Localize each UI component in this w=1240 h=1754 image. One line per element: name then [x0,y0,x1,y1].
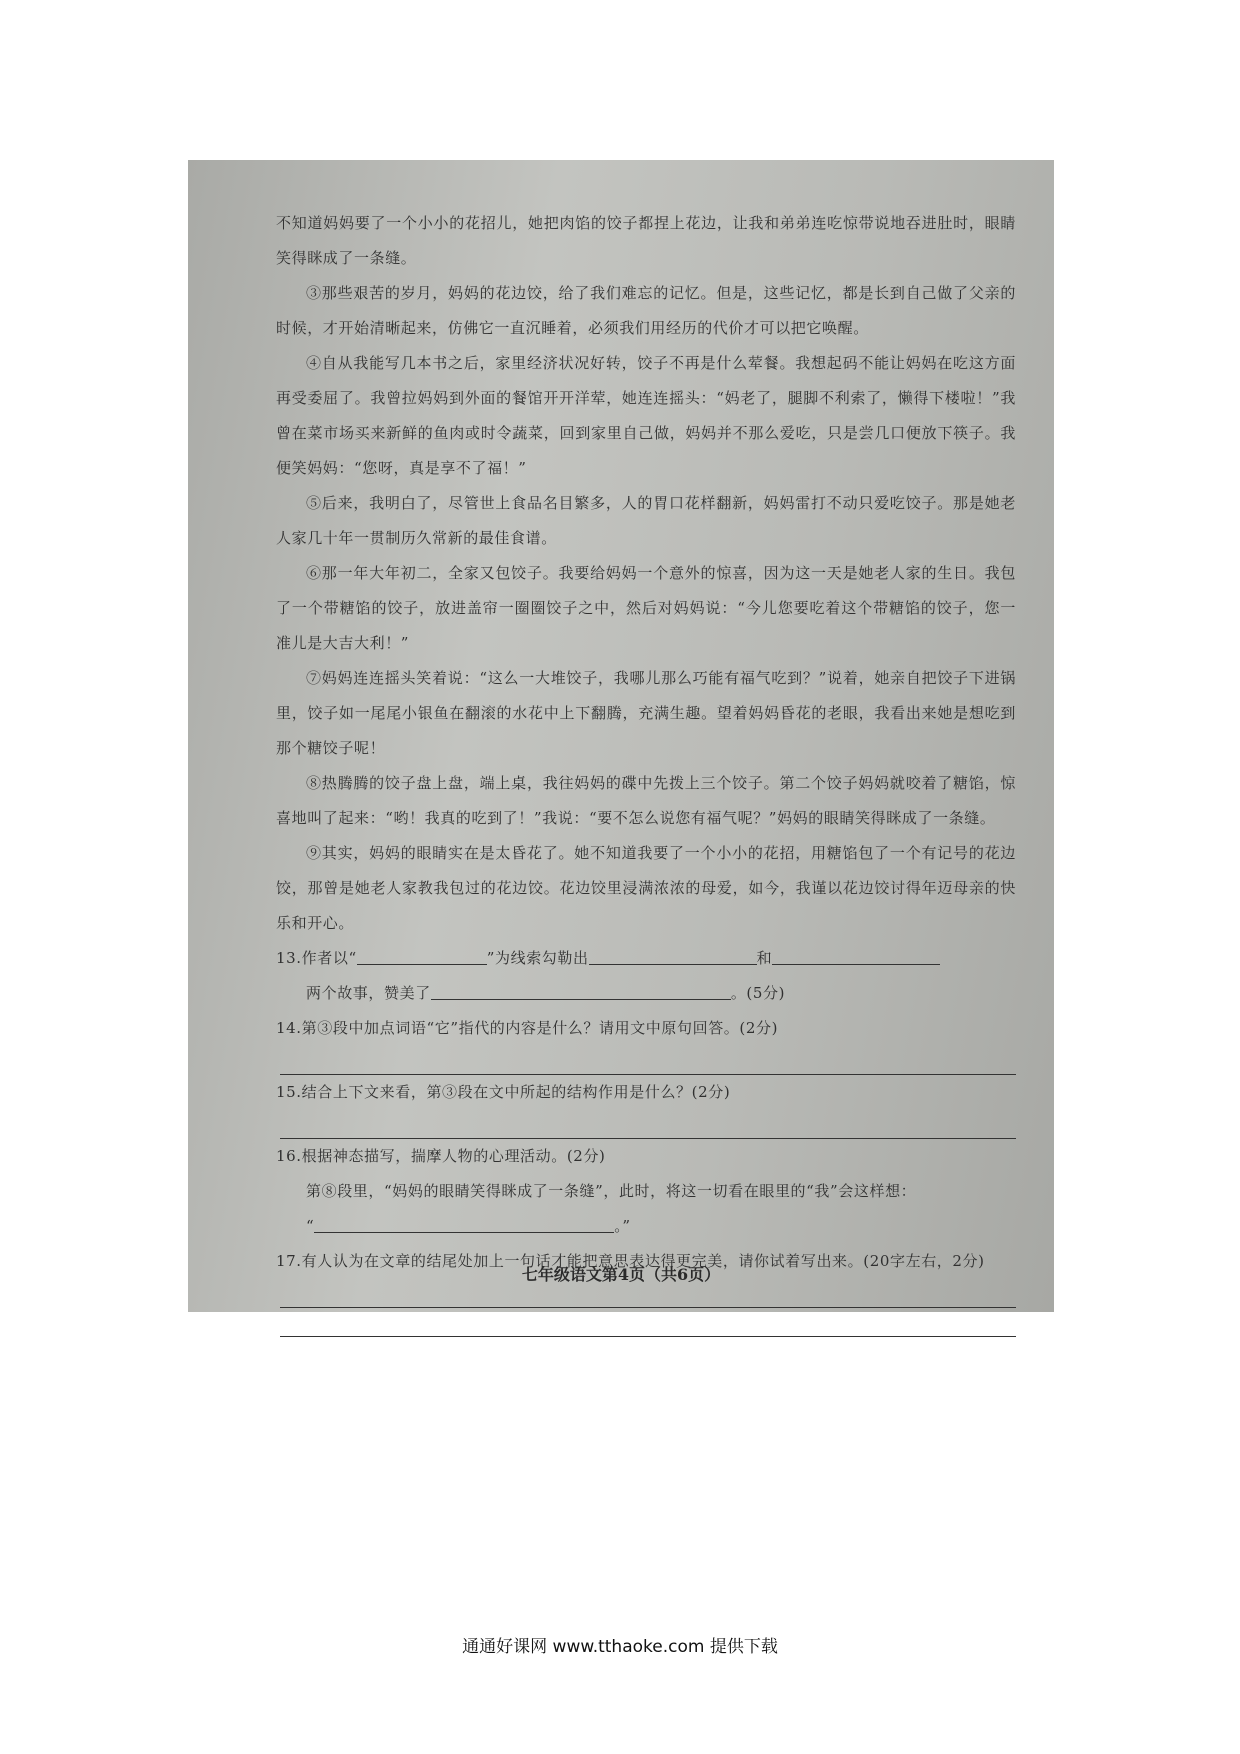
q13-blank-clue[interactable] [357,946,487,965]
passage-paragraph: ⑧热腾腾的饺子盘上盘，端上桌，我往妈妈的碟中先拨上三个饺子。第二个饺子妈妈就咬着了糖馅，惊喜地叫了起来：“哟！我真的吃到了！”我说：“要不怎么说您有福气呢？”妈妈的眼睛笑得眯成了一条缝。 [276,774,1016,827]
q15-answer-line[interactable] [280,1110,1016,1139]
q16-close-quote: 。” [614,1217,631,1235]
question-14: 14.第③段中加点词语“它”指代的内容是什么？请用文中原句回答。(2分) [276,1019,779,1037]
q13-text: 和 [756,949,773,967]
question-16-detail: 第⑧段里，“妈妈的眼睛笑得眯成了一条缝”，此时，将这一切看在眼里的“我”会这样想： [306,1182,917,1200]
exam-page-photo [188,160,1054,1312]
q14-answer-line[interactable] [280,1046,1016,1075]
passage-paragraph: ③那些艰苦的岁月，妈妈的花边饺，给了我们难忘的记忆。但是，这些记忆，都是长到自己做了父亲的时候，才开始清晰起来，仿佛它一直沉睡着，必须我们用经历的代价才可以把它唤醒。 [276,284,1016,337]
q16-open-quote: “ [306,1217,315,1235]
question-13-cont [276,976,1016,1011]
q13-text: 13.作者以“ [276,949,357,967]
passage-paragraph: ⑨其实，妈妈的眼睛实在是太昏花了。她不知道我要了一个小小的花招，用糖馅包了一个有记号的花边饺，那曾是她老人家教我包过的花边饺。花边饺里浸满浓浓的母爱，如今，我谨以花边饺讨得年迈母亲的快乐和开心。 [276,844,1016,932]
q13-text: 两个故事，赞美了 [306,984,431,1002]
q13-blank-praise[interactable] [431,981,731,1000]
passage-paragraph: ⑦妈妈连连摇头笑着说：“这么一大堆饺子，我哪儿那么巧能有福气吃到？”说着，她亲自把饺子下进锅里，饺子如一尾尾小银鱼在翻滚的水花中上下翻腾，充满生趣。望着妈妈昏花的老眼，我看出来她是想吃到那个糖饺子呢！ [276,669,1016,757]
question-16: 16.根据神态描写，揣摩人物的心理活动。(2分) [276,1147,606,1165]
question-15: 15.结合上下文来看，第③段在文中所起的结构作用是什么？(2分) [276,1083,731,1101]
passage-paragraph: ⑤后来，我明白了，尽管世上食品名目繁多，人的胃口花样翻新，妈妈雷打不动只爱吃饺子。那是她老人家几十年一贯制历久常新的最佳食谱。 [276,494,1016,547]
exam-content [276,206,1016,1337]
q16-answer-blank[interactable] [314,1214,614,1233]
q17-answer-line[interactable] [280,1308,1016,1337]
site-credit: 通通好课网 www.tthaoke.com 提供下载 [462,1637,778,1657]
page-footer: 七年级语文第4页（共6页） [521,1265,721,1284]
passage-paragraph: ④自从我能写几本书之后，家里经济状况好转，饺子不再是什么荤餐。我想起码不能让妈妈在吃这方面再受委屈了。我曾拉妈妈到外面的餐馆开开洋荤，她连连摇头：“妈老了，腿脚不利索了，懒得下楼啦！”我曾在菜市场买来新鲜的鱼肉或时令蔬菜，回到家里自己做，妈妈并不那么爱吃，只是尝几口便放下筷子。我便笑妈妈：“您呀，真是享不了福！” [276,354,1016,477]
q13-text: 。(5分) [730,984,786,1002]
question-17: 17.有人认为在文章的结尾处加上一句话才能把意思表达得更完美，请你试着写出来。(20字左右，2分) [276,1252,985,1270]
q13-text: ”为线索勾勒出 [486,949,589,967]
passage-paragraph: ⑥那一年大年初二，全家又包饺子。我要给妈妈一个意外的惊喜，因为这一天是她老人家的生日。我包了一个带糖馅的饺子，放进盖帘一圈圈饺子之中，然后对妈妈说：“今儿您要吃着这个带糖馅的饺子，您一准儿是大吉大利！” [276,564,1016,652]
passage-paragraph: 不知道妈妈要了一个小小的花招儿，她把肉馅的饺子都捏上花边，让我和弟弟连吃惊带说地吞进肚时，眼睛笑得眯成了一条缝。 [276,214,1016,267]
question-13 [276,941,1016,976]
question-16-answer [276,1209,1016,1244]
q13-blank-story1[interactable] [589,946,757,965]
q13-blank-story2[interactable] [772,946,940,965]
